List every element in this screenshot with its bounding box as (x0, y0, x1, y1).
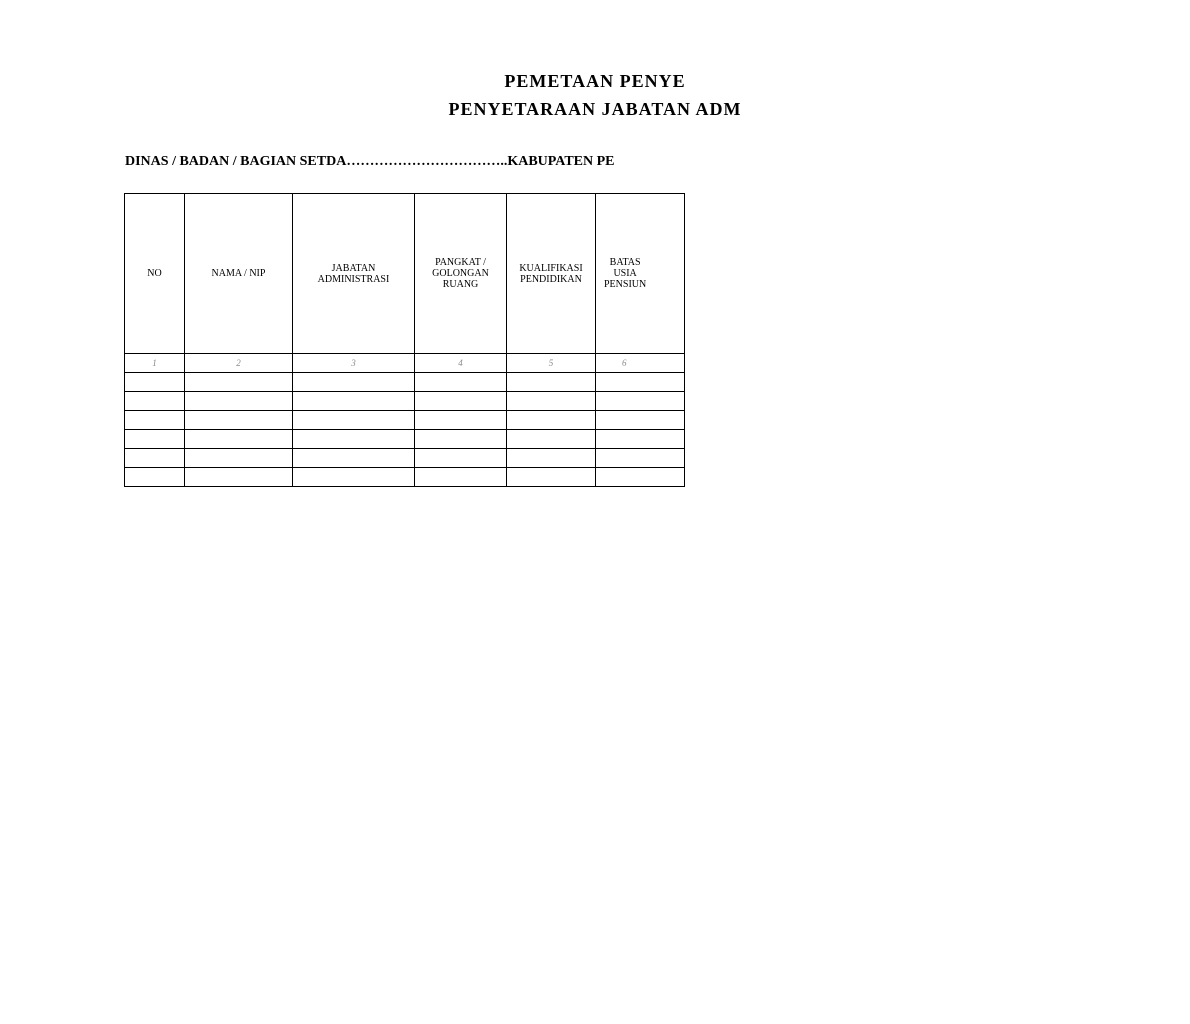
column-number: 2 (185, 354, 293, 373)
header-nama-nip-text: NAMA / NIP (211, 268, 266, 279)
table-cell (415, 468, 507, 487)
header-jabatan-administrasi (293, 194, 415, 354)
table-cell (596, 373, 685, 392)
column-number: 1 (125, 354, 185, 373)
table-cell (596, 411, 685, 430)
table-cell (596, 392, 685, 411)
table-cell (507, 468, 596, 487)
header-jabatan-administrasi-text: JABATAN ADMINISTRASI (317, 262, 390, 285)
table-row (125, 430, 685, 449)
header-batas-usia-pensiun (596, 194, 685, 354)
table-cell (415, 373, 507, 392)
header-kualifikasi-pendidikan (507, 194, 596, 354)
table-cell (415, 430, 507, 449)
table-cell (293, 468, 415, 487)
header-no (125, 194, 185, 354)
table-cell (125, 430, 185, 449)
table-cell (293, 430, 415, 449)
table-row (125, 468, 685, 487)
header-kualifikasi-pendidikan-text: KUALIFIKASI PENDIDIKAN (519, 262, 583, 285)
table-row (125, 449, 685, 468)
table-cell (185, 430, 293, 449)
column-number-row (125, 354, 685, 373)
table-row (125, 411, 685, 430)
table-cell (293, 392, 415, 411)
header-pangkat-golongan-text: PANGKAT / GOLONGAN RUANG (432, 257, 489, 290)
table-header-row (125, 194, 685, 354)
table-cell (125, 373, 185, 392)
table-cell (185, 468, 293, 487)
table-row (125, 392, 685, 411)
table-cell (185, 373, 293, 392)
table-cell (415, 449, 507, 468)
table-cell (185, 449, 293, 468)
header-nama-nip (185, 194, 293, 354)
header-batas-usia-pensiun-text: BATAS USIA PENSIUN (604, 257, 647, 290)
table-row (125, 373, 685, 392)
table-cell (596, 449, 685, 468)
header-no-text: NO (147, 268, 162, 279)
table-cell (293, 373, 415, 392)
document-subtitle: DINAS / BADAN / BAGIAN SETDA……………………………..KABUPATEN PE (125, 154, 615, 169)
table-cell (507, 411, 596, 430)
table-cell (293, 449, 415, 468)
table-cell (507, 430, 596, 449)
column-number: 6 (596, 354, 685, 373)
table-cell (507, 449, 596, 468)
table-cell (415, 392, 507, 411)
column-number: 3 (293, 354, 415, 373)
column-number: 4 (415, 354, 507, 373)
document-title-line-2: PENYETARAAN JABATAN ADM (448, 99, 742, 119)
column-number: 5 (507, 354, 596, 373)
table-cell (125, 411, 185, 430)
table-cell (293, 411, 415, 430)
table-cell (596, 430, 685, 449)
table-cell (415, 411, 507, 430)
mapping-table (124, 193, 685, 487)
document-title-line-1: PEMETAAN PENYE (504, 71, 686, 91)
header-pangkat-golongan (415, 194, 507, 354)
table-cell (125, 468, 185, 487)
table-cell (185, 411, 293, 430)
table-cell (596, 468, 685, 487)
table-cell (507, 392, 596, 411)
table-cell (125, 449, 185, 468)
table-cell (125, 392, 185, 411)
table-cell (507, 373, 596, 392)
table-cell (185, 392, 293, 411)
